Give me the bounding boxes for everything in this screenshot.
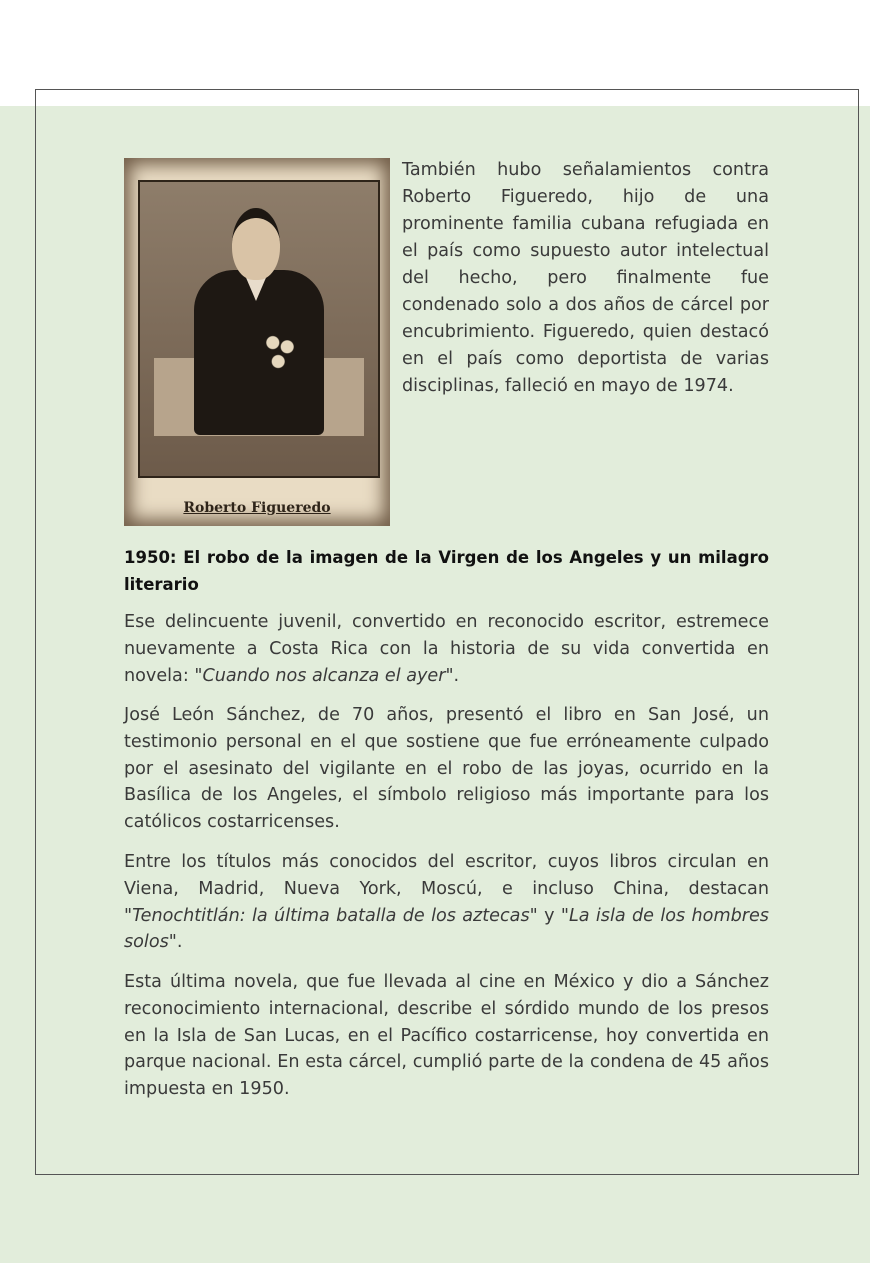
photo-medals [262, 330, 298, 372]
section-heading: 1950: El robo de la imagen de la Virgen de los Angeles y un milagro literario [124, 548, 769, 594]
paragraph-island: Esta última novela, que fue llevada al cine en México y dio a Sánchez reconocimiento internacional, describe el sórdido mundo de los presos en la Isla de San Lucas, en el Pacífico costarricense, hoy convertida en parque nacional. En esta cárcel, cumplió parte de la condena de 45 años impuesta en 1950. [124, 972, 769, 1100]
photo-caption: Roberto Figueredo [183, 500, 331, 516]
photo-figure-body [194, 270, 324, 435]
book-title: La isla de los hombres solos [124, 905, 769, 953]
paragraph-text: Ese delincuente juvenil, convertido en reconocido escritor, estremece nuevamente a Costa Rica con la historia de su vida convertida en novela: " [124, 612, 769, 686]
paragraph-text: Entre los títulos más conocidos del escritor, cuyos libros circulan en Viena, Madrid, Nueva York, Moscú, e incluso China, destacan " [124, 852, 769, 926]
book-title: Cuando nos alcanza el ayer [202, 665, 446, 686]
photo-figure-head [232, 208, 280, 280]
book-title: Tenochtitlán: la última batalla de los aztecas [132, 905, 530, 926]
paragraph-novel [124, 609, 769, 689]
intro-paragraph: También hubo señalamientos contra Roberto Figueredo, hijo de una prominente familia cubana refugiada en el país como supuesto autor intelectual del hecho, pero finalmente fue condenado solo a dos años de cárcel por encubrimiento. Figueredo, quien destacó en el país como deportista de varias disciplinas, falleció en mayo de 1974. [402, 160, 769, 396]
portrait-photo [124, 158, 390, 526]
paragraph-text: " y " [529, 905, 569, 926]
paragraph-titles [124, 849, 769, 956]
paragraph-text: ". [168, 932, 183, 953]
paragraph-text: ". [445, 665, 460, 686]
paragraph-testimony: José León Sánchez, de 70 años, presentó el libro en San José, un testimonio personal en el que sostiene que fue erróneamente culpado por el asesinato del vigilante en el robo de las joyas, ocurrido en la Basílica de los Angeles, el símbolo religioso más importante para los católicos costarricenses. [124, 705, 769, 833]
